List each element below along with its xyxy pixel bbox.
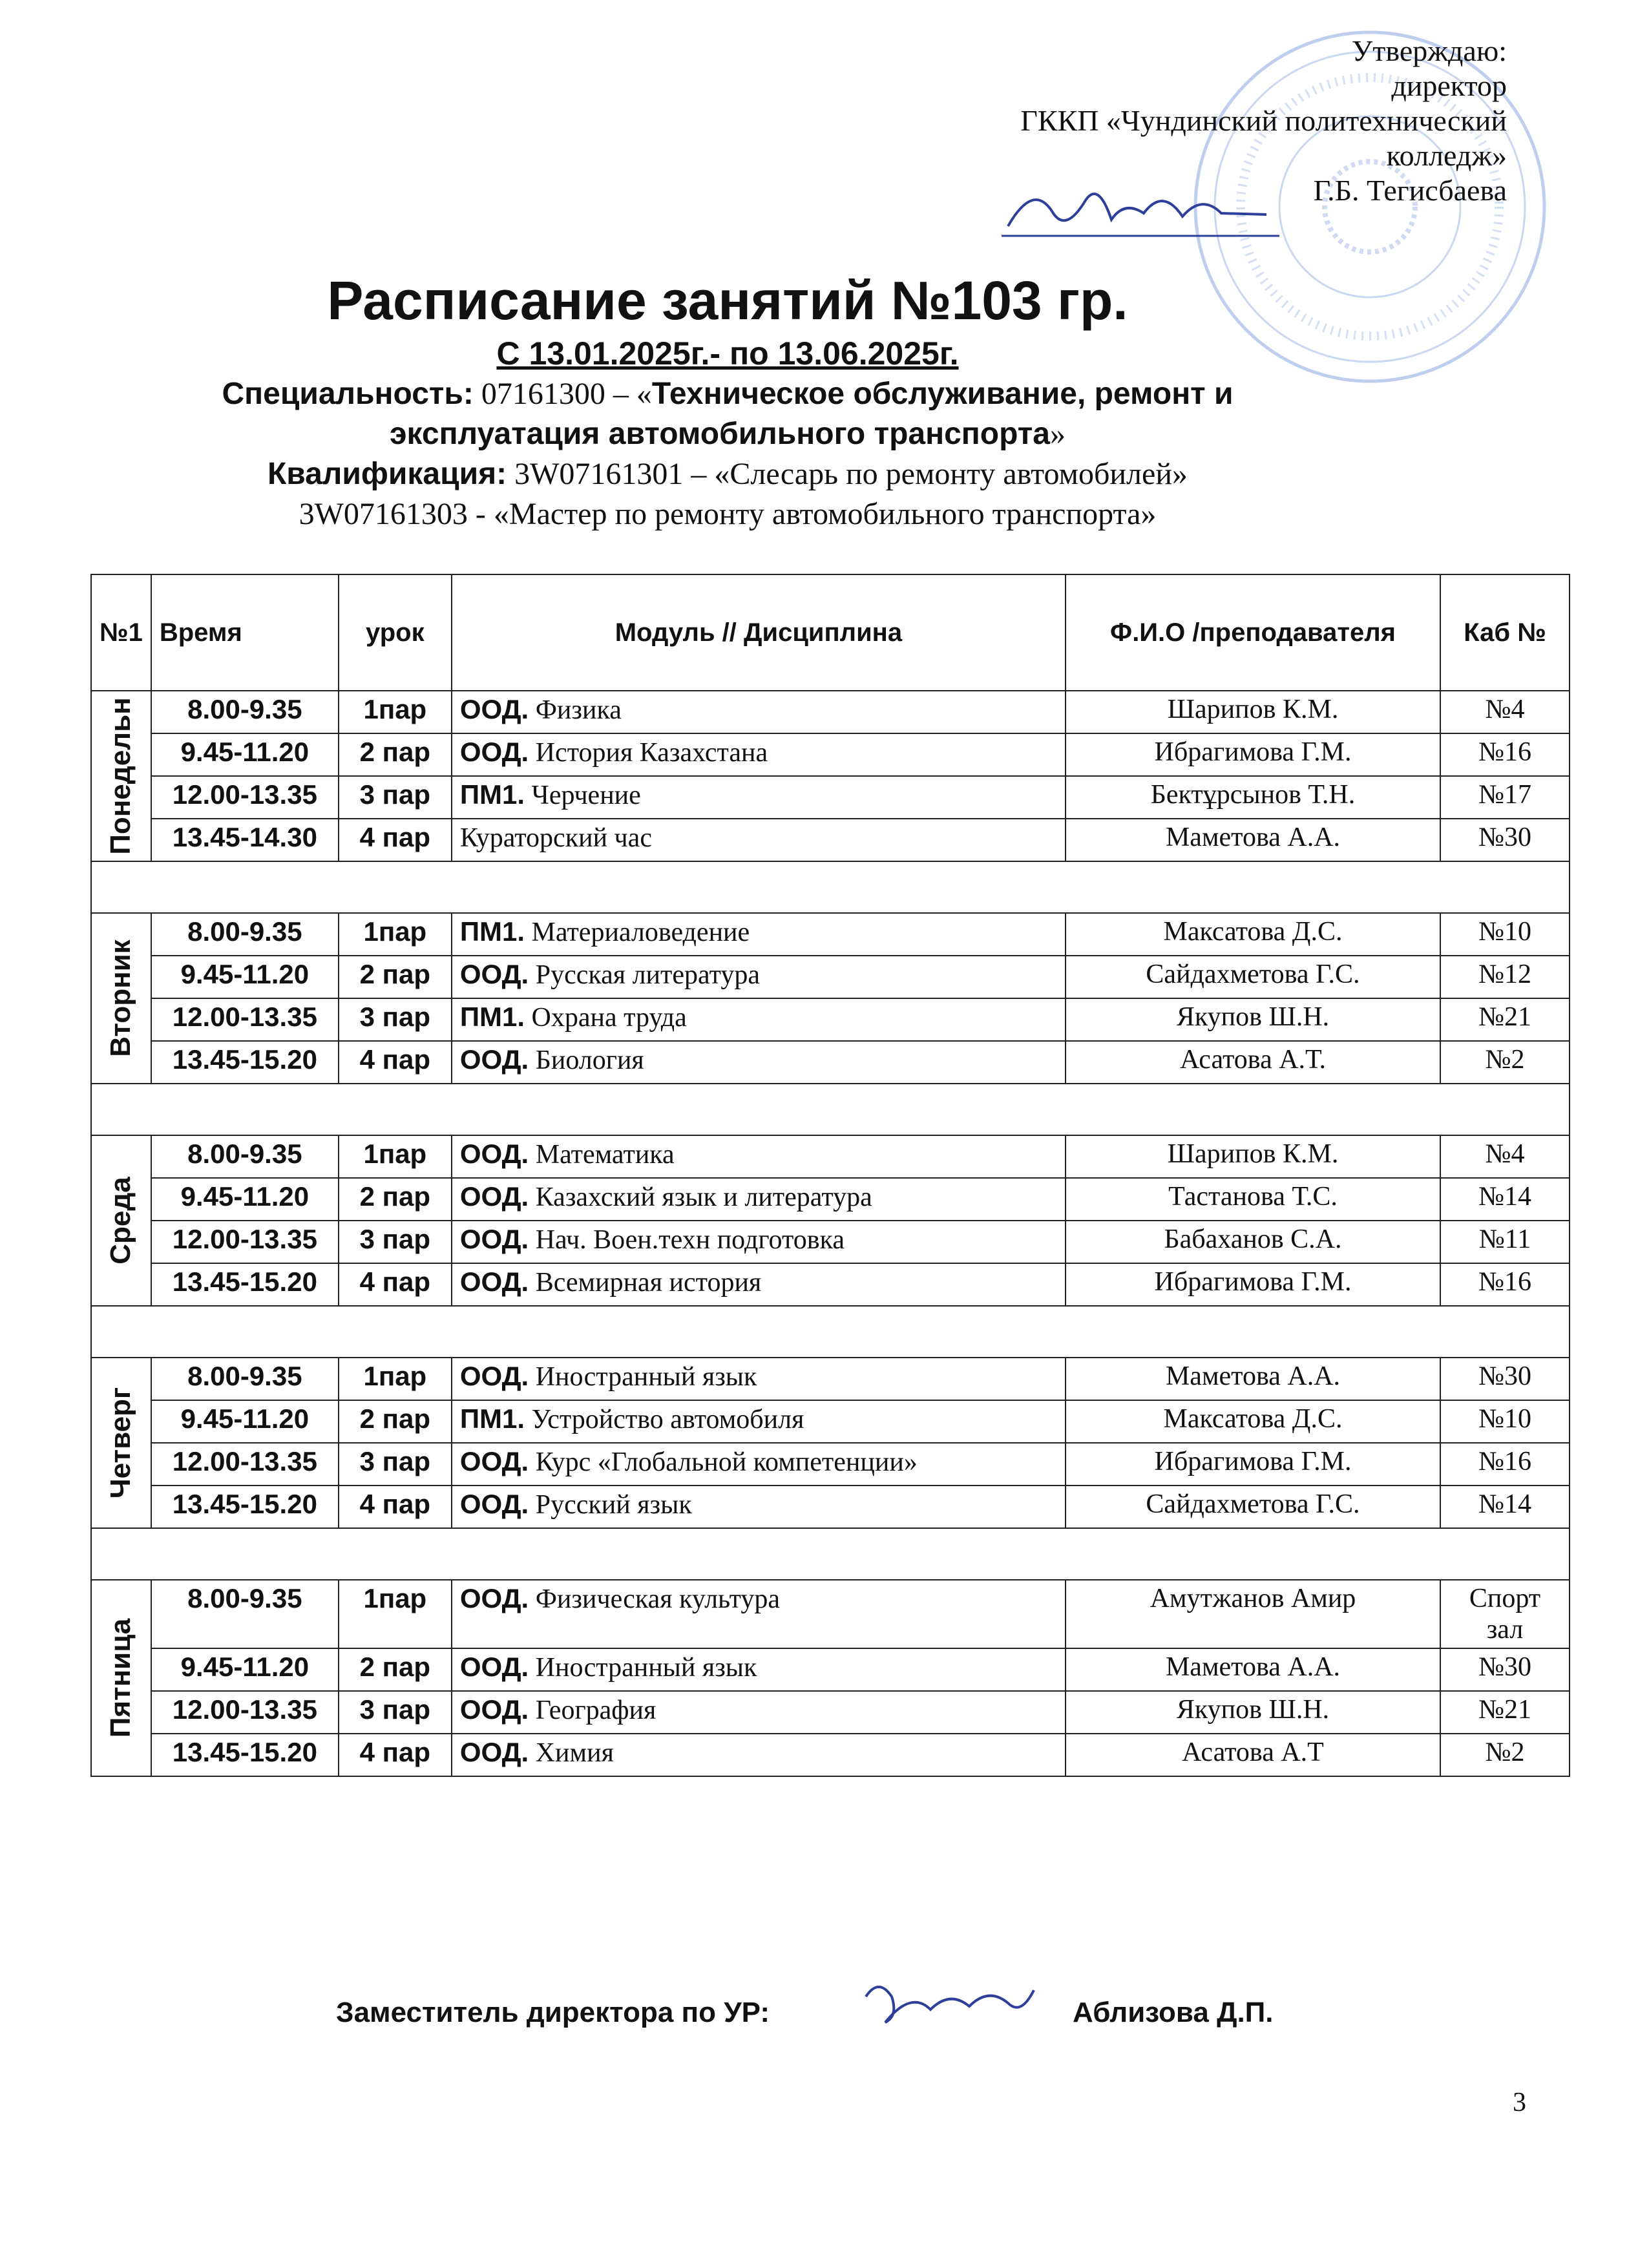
table-row: [91, 1486, 1570, 1528]
subject-cell: [452, 913, 1066, 956]
cabinet-cell: №21: [1440, 998, 1570, 1041]
teacher-cell: Асатова А.Т: [1066, 1734, 1440, 1776]
cabinet-cell: №16: [1440, 1263, 1570, 1306]
lesson-cell: 3 пар: [339, 998, 452, 1041]
lesson-cell: 1пар: [339, 691, 452, 733]
specialty-code: 07161300 – «: [481, 377, 652, 411]
specialty-label: Специальность:: [222, 377, 474, 411]
separator-cell: [91, 861, 1570, 913]
table-row: [91, 819, 1570, 861]
discipline-name: Русская литература: [535, 960, 761, 990]
module-code: ПМ1.: [459, 1002, 525, 1032]
table-row: [91, 1691, 1570, 1734]
lesson-cell: 4 пар: [339, 1041, 452, 1084]
discipline-name: География: [535, 1696, 656, 1725]
time-cell: 12.00-13.35: [151, 998, 339, 1041]
table-row: [91, 998, 1570, 1041]
lesson-cell: 4 пар: [339, 1263, 452, 1306]
module-code: ООД.: [459, 1652, 529, 1682]
day-separator: [91, 1084, 1570, 1135]
module-code: ООД.: [459, 1446, 529, 1476]
schedule-table: [90, 574, 1570, 1777]
teacher-cell: Максатова Д.С.: [1066, 1400, 1440, 1443]
table-row: [91, 1443, 1570, 1486]
footer-name: Аблизова Д.П.: [1073, 1997, 1274, 2028]
discipline-name: Кураторский час: [459, 823, 652, 853]
table-row: [91, 1358, 1570, 1400]
day-cell: [91, 691, 151, 861]
subject-cell: [452, 819, 1066, 861]
day-separator: [91, 1528, 1570, 1580]
lesson-cell: 3 пар: [339, 1691, 452, 1734]
time-cell: 13.45-15.20: [151, 1041, 339, 1084]
table-row: [91, 1580, 1570, 1648]
lesson-cell: 4 пар: [339, 1486, 452, 1528]
discipline-name: Иностранный язык: [535, 1653, 757, 1683]
cabinet-cell: №4: [1440, 1135, 1570, 1178]
module-code: ПМ1.: [459, 916, 525, 947]
teacher-cell: Маметова А.А.: [1066, 819, 1440, 861]
approval-line-3: ГККП «Чундинский политехнический: [1020, 104, 1507, 137]
lesson-cell: 2 пар: [339, 733, 452, 776]
deputy-signature: [853, 1971, 1047, 2035]
specialty-name-2: эксплуатация автомобильного транспорта: [390, 417, 1050, 451]
table-row: [91, 733, 1570, 776]
discipline-name: Математика: [535, 1140, 675, 1170]
day-cell: [91, 1358, 151, 1528]
module-code: ПМ1.: [459, 1403, 525, 1434]
day-label: Среда: [105, 1177, 137, 1265]
cabinet-cell: №12: [1440, 956, 1570, 998]
cabinet-cell: №16: [1440, 1443, 1570, 1486]
header-number: №1: [91, 574, 151, 691]
lesson-cell: 1пар: [339, 1135, 452, 1178]
specialty-close: »: [1050, 417, 1066, 451]
module-code: ООД.: [459, 1737, 529, 1767]
teacher-cell: Бектұрсынов Т.Н.: [1066, 776, 1440, 819]
teacher-cell: Сайдахметова Г.С.: [1066, 1486, 1440, 1528]
cabinet-cell: №30: [1440, 1358, 1570, 1400]
subject-cell: [452, 733, 1066, 776]
lesson-cell: 1пар: [339, 1580, 452, 1648]
cabinet-cell: №11: [1440, 1221, 1570, 1263]
cabinet-cell: №17: [1440, 776, 1570, 819]
header-cabinet: Каб №: [1440, 574, 1570, 691]
title-block: [0, 268, 1649, 534]
day-label: Понедельн: [105, 697, 137, 855]
specialty-line: [0, 374, 1649, 414]
subject-cell: [452, 1178, 1066, 1221]
director-signature: [995, 174, 1286, 246]
table-row: [91, 691, 1570, 733]
specialty-name-1: Техническое обслуживание, ремонт и: [651, 377, 1234, 411]
page-number: 3: [1513, 2088, 1526, 2117]
subject-cell: [452, 1041, 1066, 1084]
time-cell: 13.45-15.20: [151, 1734, 339, 1776]
cabinet-cell: №4: [1440, 691, 1570, 733]
discipline-name: Русский язык: [535, 1490, 692, 1520]
table-row: [91, 1263, 1570, 1306]
table-row: [91, 1221, 1570, 1263]
lesson-cell: 1пар: [339, 913, 452, 956]
discipline-name: История Казахстана: [535, 738, 768, 768]
lesson-cell: 2 пар: [339, 1648, 452, 1691]
discipline-name: Черчение: [531, 781, 641, 810]
teacher-cell: Маметова А.А.: [1066, 1358, 1440, 1400]
qualification-1: 3W07161301 – «Слесарь по ремонту автомобилей»: [514, 457, 1188, 491]
module-code: ООД.: [459, 1583, 529, 1613]
subject-cell: [452, 1580, 1066, 1648]
module-code: ООД.: [459, 1139, 529, 1169]
period: С 13.01.2025г.- по 13.06.2025г.: [496, 335, 959, 372]
subject-cell: [452, 1263, 1066, 1306]
lesson-cell: 3 пар: [339, 1443, 452, 1486]
qualification-line-2: 3W07161303 - «Мастер по ремонту автомобильного транспорта»: [299, 497, 1157, 531]
lesson-cell: 4 пар: [339, 819, 452, 861]
time-cell: 8.00-9.35: [151, 1580, 339, 1648]
subject-cell: [452, 1691, 1066, 1734]
cabinet-cell: №10: [1440, 913, 1570, 956]
qualification-label: Квалификация:: [268, 457, 507, 491]
approval-line-4: колледж»: [1386, 139, 1507, 172]
qualification-line: [0, 454, 1649, 494]
lesson-cell: 1пар: [339, 1358, 452, 1400]
table-row: [91, 1041, 1570, 1084]
lesson-cell: 3 пар: [339, 776, 452, 819]
cabinet-cell: №2: [1440, 1041, 1570, 1084]
day-label: Вторник: [105, 940, 137, 1057]
module-code: ООД.: [459, 1181, 529, 1212]
time-cell: 8.00-9.35: [151, 691, 339, 733]
subject-cell: [452, 1443, 1066, 1486]
discipline-name: Иностранный язык: [535, 1362, 757, 1392]
module-code: ООД.: [459, 1266, 529, 1297]
separator-cell: [91, 1084, 1570, 1135]
day-cell: [91, 913, 151, 1084]
discipline-name: Биология: [535, 1045, 644, 1075]
subject-cell: [452, 1400, 1066, 1443]
cabinet-cell: №21: [1440, 1691, 1570, 1734]
lesson-cell: 4 пар: [339, 1734, 452, 1776]
teacher-cell: Якупов Ш.Н.: [1066, 1691, 1440, 1734]
header-time: Время: [151, 574, 339, 691]
discipline-name: Химия: [535, 1738, 614, 1768]
time-cell: 8.00-9.35: [151, 1358, 339, 1400]
teacher-cell: Шарипов К.М.: [1066, 1135, 1440, 1178]
approval-line-2: директор: [1391, 69, 1507, 102]
day-label: Четверг: [105, 1387, 137, 1499]
module-code: ООД.: [459, 1694, 529, 1725]
subject-cell: [452, 1358, 1066, 1400]
time-cell: 9.45-11.20: [151, 1178, 339, 1221]
day-separator: [91, 1306, 1570, 1358]
module-code: ООД.: [459, 1489, 529, 1519]
separator-cell: [91, 1528, 1570, 1580]
table-row: [91, 776, 1570, 819]
table-row: [91, 1135, 1570, 1178]
teacher-cell: Тастанова Т.С.: [1066, 1178, 1440, 1221]
teacher-cell: Ибрагимова Г.М.: [1066, 1263, 1440, 1306]
table-row: [91, 1178, 1570, 1221]
table-row: [91, 1648, 1570, 1691]
footer-label: Заместитель директора по УР:: [336, 1997, 770, 2028]
header-subject: Модуль // Дисциплина: [452, 574, 1066, 691]
module-code: ООД.: [459, 1361, 529, 1391]
table-header-row: [91, 574, 1570, 691]
discipline-name: Курс «Глобальной компетенции»: [535, 1447, 918, 1477]
day-label: Пятница: [105, 1618, 137, 1738]
cabinet-cell: №14: [1440, 1486, 1570, 1528]
teacher-cell: Ибрагимова Г.М.: [1066, 733, 1440, 776]
cabinet-cell: №30: [1440, 1648, 1570, 1691]
discipline-name: Физическая культура: [535, 1584, 781, 1614]
subject-cell: [452, 1648, 1066, 1691]
discipline-name: Устройство автомобиля: [531, 1405, 804, 1434]
time-cell: 13.45-14.30: [151, 819, 339, 861]
time-cell: 13.45-15.20: [151, 1486, 339, 1528]
module-code: ООД.: [459, 1224, 529, 1254]
teacher-cell: Асатова А.Т.: [1066, 1041, 1440, 1084]
time-cell: 8.00-9.35: [151, 913, 339, 956]
discipline-name: Нач. Воен.техн подготовка: [535, 1225, 845, 1255]
table-row: [91, 913, 1570, 956]
discipline-name: Казахский язык и литература: [535, 1182, 872, 1212]
day-cell: [91, 1135, 151, 1306]
module-code: ООД.: [459, 1044, 529, 1075]
time-cell: 13.45-15.20: [151, 1263, 339, 1306]
subject-cell: [452, 956, 1066, 998]
lesson-cell: 2 пар: [339, 1178, 452, 1221]
approval-line-1: Утверждаю:: [1351, 34, 1507, 67]
header-lesson: урок: [339, 574, 452, 691]
teacher-cell: Якупов Ш.Н.: [1066, 998, 1440, 1041]
page-title: Расписание занятий №103 гр.: [327, 270, 1128, 331]
time-cell: 12.00-13.35: [151, 1221, 339, 1263]
module-code: ООД.: [459, 737, 529, 767]
time-cell: 9.45-11.20: [151, 733, 339, 776]
cabinet-cell: №16: [1440, 733, 1570, 776]
time-cell: 9.45-11.20: [151, 956, 339, 998]
lesson-cell: 3 пар: [339, 1221, 452, 1263]
table-row: [91, 1734, 1570, 1776]
time-cell: 9.45-11.20: [151, 1400, 339, 1443]
separator-cell: [91, 1306, 1570, 1358]
approval-signer: Г.Б. Тегисбаева: [1313, 174, 1507, 207]
day-separator: [91, 861, 1570, 913]
subject-cell: [452, 691, 1066, 733]
teacher-cell: Сайдахметова Г.С.: [1066, 956, 1440, 998]
module-code: ООД.: [459, 959, 529, 989]
header-teacher: Ф.И.О /преподавателя: [1066, 574, 1440, 691]
time-cell: 12.00-13.35: [151, 1443, 339, 1486]
subject-cell: [452, 998, 1066, 1041]
table-row: [91, 956, 1570, 998]
teacher-cell: Ибрагимова Г.М.: [1066, 1443, 1440, 1486]
time-cell: 12.00-13.35: [151, 1691, 339, 1734]
cabinet-cell: Спорт зал: [1440, 1580, 1570, 1648]
discipline-name: Охрана труда: [531, 1003, 687, 1033]
teacher-cell: Бабаханов С.А.: [1066, 1221, 1440, 1263]
cabinet-cell: №10: [1440, 1400, 1570, 1443]
module-code: ПМ1.: [459, 779, 525, 810]
subject-cell: [452, 1734, 1066, 1776]
lesson-cell: 2 пар: [339, 1400, 452, 1443]
subject-cell: [452, 1221, 1066, 1263]
specialty-line-2: [0, 414, 1649, 454]
subject-cell: [452, 1135, 1066, 1178]
subject-cell: [452, 1486, 1066, 1528]
time-cell: 9.45-11.20: [151, 1648, 339, 1691]
teacher-cell: Шарипов К.М.: [1066, 691, 1440, 733]
module-code: ООД.: [459, 694, 529, 724]
time-cell: 8.00-9.35: [151, 1135, 339, 1178]
table-row: [91, 1400, 1570, 1443]
discipline-name: Материаловедение: [531, 918, 750, 947]
day-cell: [91, 1580, 151, 1776]
lesson-cell: 2 пар: [339, 956, 452, 998]
teacher-cell: Максатова Д.С.: [1066, 913, 1440, 956]
discipline-name: Физика: [535, 695, 622, 725]
time-cell: 12.00-13.35: [151, 776, 339, 819]
teacher-cell: Маметова А.А.: [1066, 1648, 1440, 1691]
subject-cell: [452, 776, 1066, 819]
cabinet-cell: №2: [1440, 1734, 1570, 1776]
cabinet-cell: №14: [1440, 1178, 1570, 1221]
teacher-cell: Амутжанов Амир: [1066, 1580, 1440, 1648]
discipline-name: Всемирная история: [535, 1268, 762, 1297]
cabinet-cell: №30: [1440, 819, 1570, 861]
